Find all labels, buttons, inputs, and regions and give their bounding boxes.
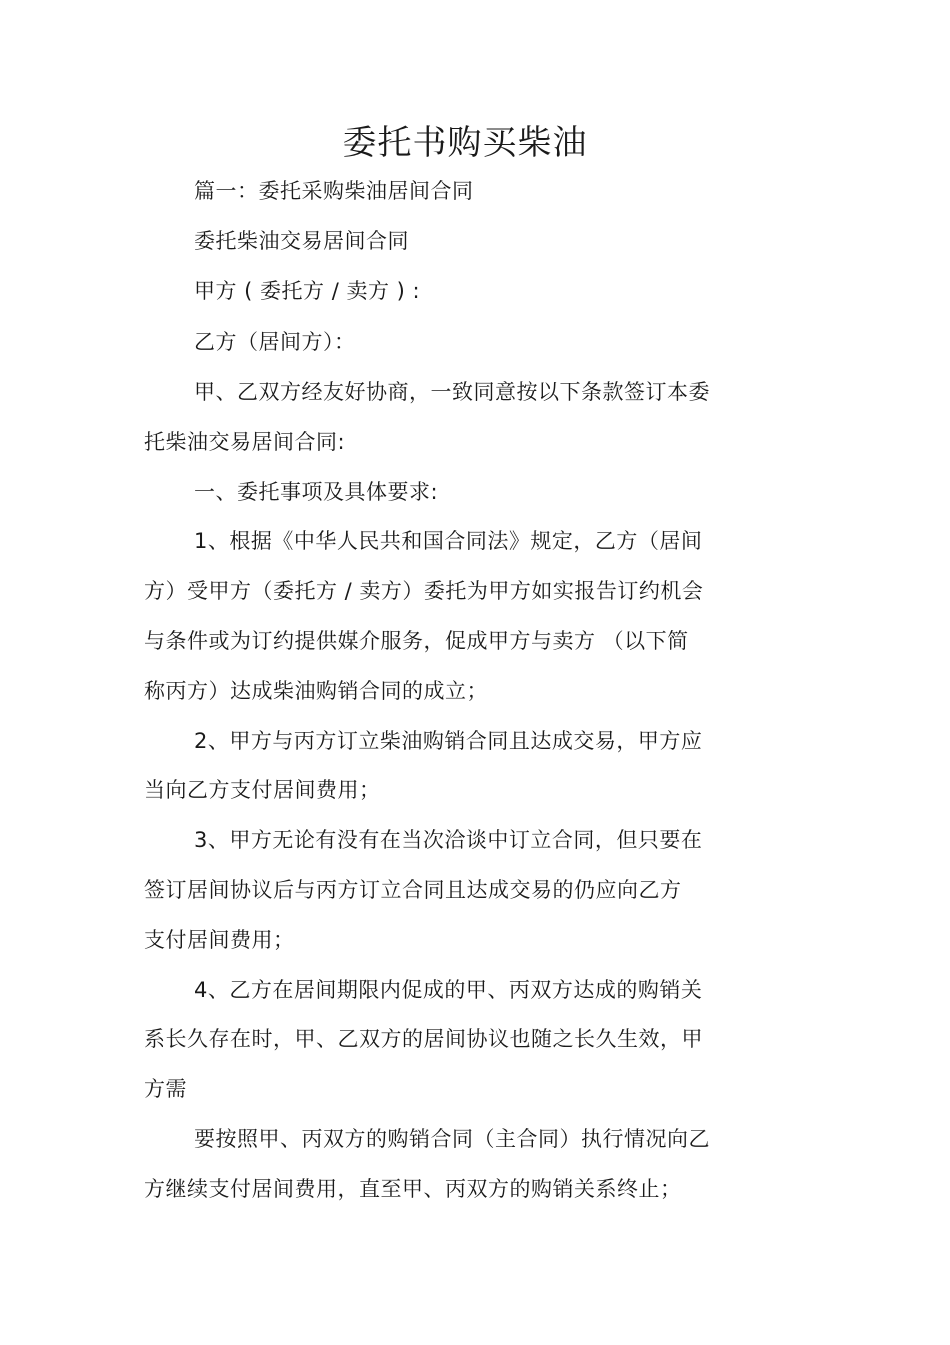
text-line: 甲、乙双方经友好协商，一致同意按以下条款签订本委 — [194, 380, 710, 404]
text-line: 签订居间协议后与丙方订立合同且达成交易的仍应向乙方 — [144, 878, 682, 902]
text-line: 3、甲方无论有没有在当次洽谈中订立合同，但只要在 — [194, 828, 703, 852]
text-line: 1、根据《中华人民共和国合同法》规定，乙方（居间 — [194, 529, 703, 553]
text-line: 系长久存在时，甲、乙双方的居间协议也随之长久生效，甲 — [144, 1027, 703, 1051]
document-title: 委托书购买柴油 — [342, 123, 588, 163]
text-line: 方）受甲方（委托方 / 卖方）委托为甲方如实报告订约机会 — [144, 579, 704, 603]
text-line: 与条件或为订约提供媒介服务，促成甲方与卖方 （以下简 — [144, 629, 689, 653]
text-line: 称丙方）达成柴油购销合同的成立； — [144, 679, 488, 703]
text-line: 一、委托事项及具体要求: — [194, 480, 439, 504]
text-line: 委托柴油交易居间合同 — [194, 229, 409, 253]
text-line: 当向乙方支付居间费用； — [144, 778, 381, 802]
text-line: 乙方（居间方）： — [194, 330, 356, 354]
text-line: 方需 — [144, 1077, 187, 1101]
text-line: 甲方 ( 委托方 / 卖方 ) : — [194, 279, 421, 303]
text-line: 托柴油交易居间合同: — [144, 430, 346, 454]
text-line: 4、乙方在居间期限内促成的甲、丙双方达成的购销关 — [194, 978, 703, 1002]
text-line: 篇一：委托采购柴油居间合同 — [194, 179, 474, 203]
text-line: 2、甲方与丙方订立柴油购销合同且达成交易，甲方应 — [194, 729, 703, 753]
text-line: 要按照甲、丙双方的购销合同（主合同）执行情况向乙 — [194, 1127, 710, 1151]
text-line: 方继续支付居间费用，直至甲、丙双方的购销关系终止； — [144, 1177, 682, 1201]
text-line: 支付居间费用； — [144, 928, 295, 952]
